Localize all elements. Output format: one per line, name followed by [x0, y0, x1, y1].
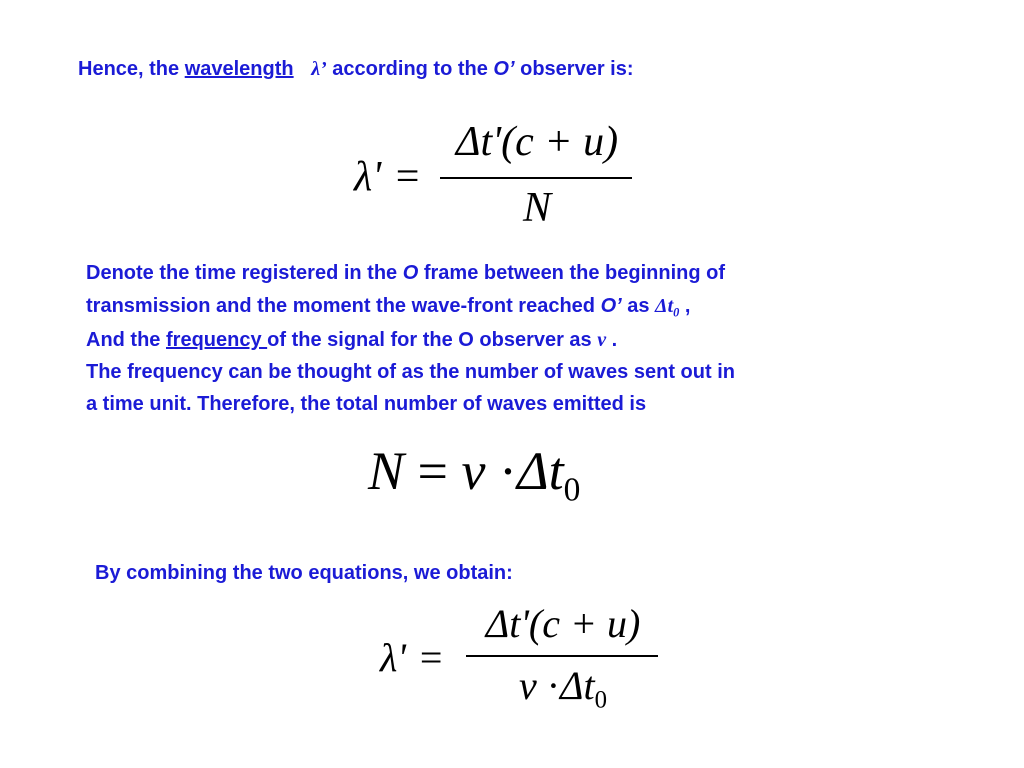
intro-prefix: Hence, the [78, 58, 185, 80]
eq3-den-dot: · [546, 663, 561, 708]
para-l2-c: , [679, 295, 691, 317]
intro-line [78, 58, 634, 81]
wavelength-link[interactable]: wavelength [184, 58, 294, 80]
para-line-1 [86, 262, 725, 285]
eq1-denominator: N [522, 185, 551, 231]
eq2-dot: · [498, 441, 517, 501]
para-l2-o: O’ [600, 295, 622, 317]
para-line-4: The frequency can be thought of as the number of waves sent out in [86, 361, 735, 383]
eq1-equals: = [395, 154, 420, 200]
para-l3-c: . [606, 329, 618, 351]
lambda-prime-symbol: λ’ [311, 58, 327, 80]
eq2-equals: = [417, 441, 448, 501]
para-l1-b: frame between the beginning of [418, 262, 725, 284]
eq1-fraction-bar [440, 177, 632, 179]
para-line-5: a time unit. Therefore, the total number of waves emitted is [86, 393, 647, 415]
intro-middle: according to the [332, 58, 494, 80]
para-l2-b: as [621, 295, 656, 317]
combine-line: By combining the two equations, we obtain: [95, 562, 513, 584]
para-l2-sub: 0 [673, 305, 680, 320]
eq1-numerator: Δt'(c + u) [455, 119, 619, 165]
eq2-sub: 0 [563, 471, 581, 509]
eq3-den-nu: ν [518, 663, 537, 708]
para-l3-b: of the signal for the O observer as [267, 329, 598, 351]
para-l2-delta-t: Δt [655, 295, 674, 317]
observer-o-prime: O’ [493, 58, 515, 80]
intro-suffix: observer is: [514, 58, 634, 80]
para-l2-a: transmission and the moment the wave-front reached [86, 295, 601, 317]
eq3-fraction-bar [466, 655, 658, 657]
para-l1-o: O [402, 262, 419, 284]
para-line-3 [86, 329, 617, 352]
para-l1-a: Denote the time registered in the [86, 262, 403, 284]
equation-wavelength-n [350, 118, 640, 238]
eq3-equals: = [419, 635, 443, 680]
equation-n-nu-dt [368, 440, 580, 510]
eq3-den-sub: 0 [594, 686, 608, 714]
eq2-delta-t: Δt [516, 441, 564, 501]
eq2-nu: ν [461, 441, 486, 501]
frequency-link[interactable]: frequency [166, 329, 268, 351]
eq3-numerator: Δt'(c + u) [485, 601, 641, 646]
eq1-lhs: λ' [354, 154, 382, 200]
para-line-2 [86, 295, 690, 320]
equation-wavelength-combined [378, 600, 668, 730]
eq3-den-delta-t: Δt [560, 663, 595, 708]
para-l3-nu: ν [597, 329, 607, 351]
eq3-lhs: λ' [380, 635, 406, 680]
para-l3-a: And the [86, 329, 166, 351]
eq2-lhs: N [368, 441, 405, 501]
